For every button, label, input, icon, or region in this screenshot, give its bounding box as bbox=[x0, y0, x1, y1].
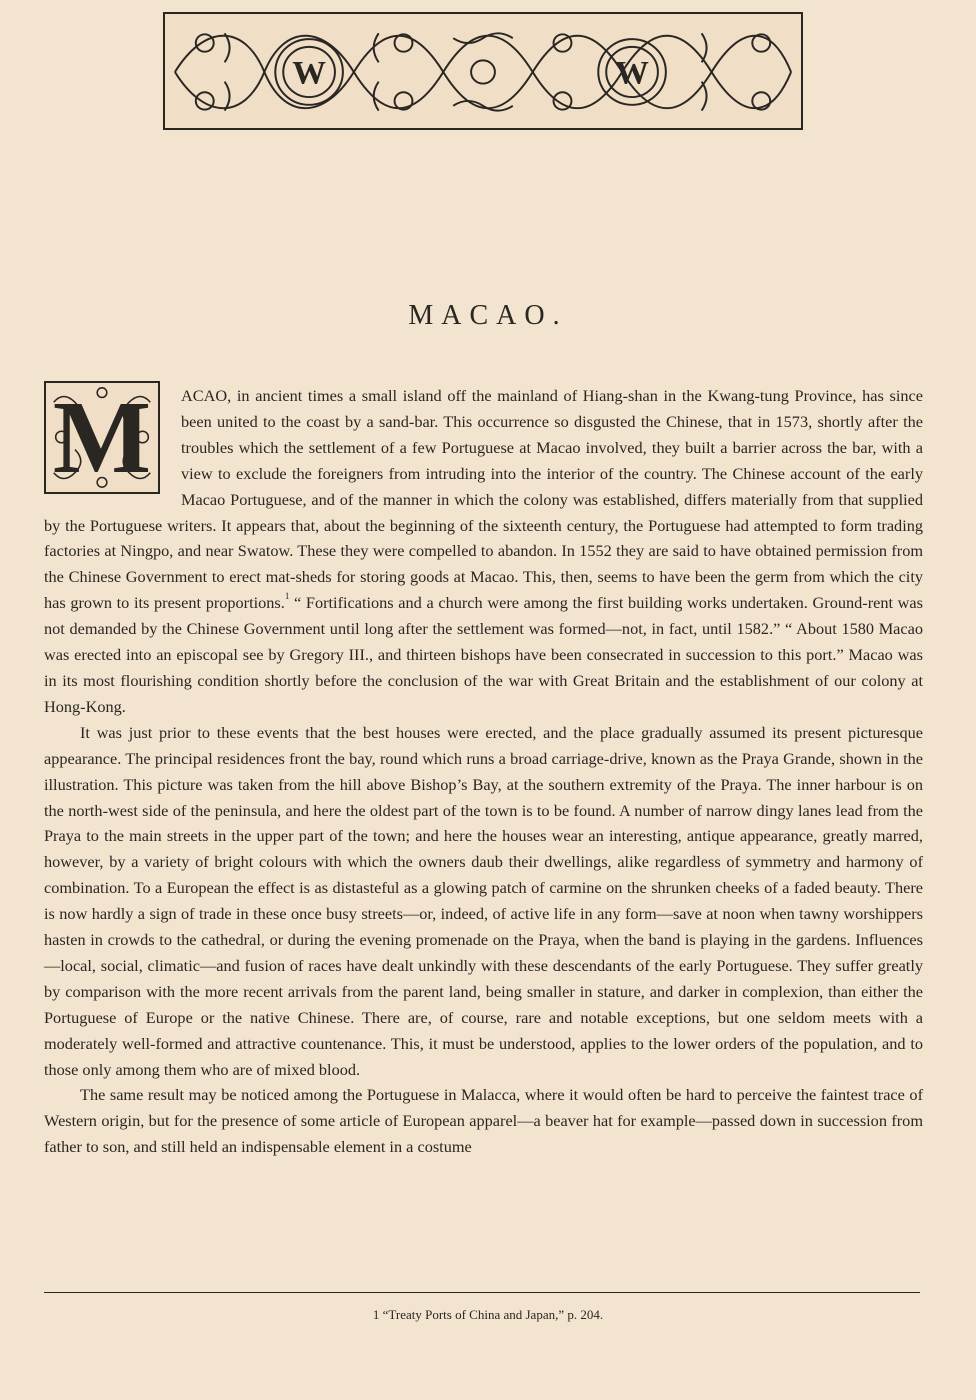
footnote-reference: 1 bbox=[284, 591, 290, 602]
paragraph-3: The same result may be noticed among the Portuguese in Malacca, where it would often be hard to perceive the faintest trace of Western origin, but for the presence of some article of European apparel—a beaver hat for example—passed down in succession from father to son, and still held an indispensable element in a costume bbox=[44, 1085, 923, 1157]
initial-spacer bbox=[44, 379, 181, 508]
monogram-right: W bbox=[615, 54, 649, 92]
monogram-left: W bbox=[292, 54, 326, 92]
footnote-text: “Treaty Ports of China and Japan,” p. 204. bbox=[382, 1307, 604, 1322]
footnote bbox=[0, 1307, 976, 1323]
footnote-rule bbox=[44, 1292, 920, 1293]
paragraph-1-continued: “ Fortifications and a church were among the first building works undertaken. Ground-rent was not demanded by the Chinese Government until long after the settlement was formed—not, in fact, until 1582.” “ About 1580 Macao was erected into an episcopal see by Gregory III., and thirteen bishops have been consecrated in succession to this port.” Macao was in its most flourishing condition shortly before the conclusion of the war with Great Britain and the establishment of our colony at Hong-Kong. bbox=[44, 593, 923, 716]
footnote-marker: 1 bbox=[372, 1307, 380, 1322]
paragraph-1-text: ACAO, in ancient times a small island off the mainland of Hiang-shan in the Kwang-tung Province, has since been united to the coast by a sand-bar. This occurrence so disgusted the Chinese, that in 1573, shortly after the troubles which the settlement of a few Portuguese at Macao involved, they built a barrier across the bar, with a view to exclude the foreigners from intruding into the interior of the country. The Chinese account of the early Macao Portuguese, and of the manner in which the colony was established, differs materially from that supplied by the Portuguese writers. It appears that, about the beginning of the sixteenth century, the Portuguese had attempted to form trading factories at Ningpo, and near Swatow. These they were compelled to abandon. In 1552 they are said to have obtained permission from the Chinese Government to erect mat-sheds for storing goods at Macao. This, then, seems to have been the germ from which the city has grown to its present proportions. bbox=[44, 386, 923, 613]
dropcap-letter: M bbox=[52, 379, 152, 495]
scrollwork-ornament bbox=[165, 14, 801, 128]
page-title: MACAO. bbox=[408, 300, 568, 331]
body-text bbox=[44, 379, 923, 1160]
paragraph-2: It was just prior to these events that the best houses were erected, and the place gradually assumed its present picturesque appearance. The principal residences front the bay, round which runs a broad carriage-drive, known as the Praya Grande, shown in the illustration. This picture was taken from the hill above Bishop’s Bay, at the southern extremity of the Praya. The inner harbour is on the north-west side of the peninsula, and here the oldest part of the town is to be found. A number of narrow dingy lanes lead from the Praya to the main streets in the upper part of the town; and here the houses wear an interesting, antique appearance, greatly marred, however, by a variety of bright colours with which the owners daub their dwellings, alike regardless of symmetry and harmony of combination. To a European the effect is as distasteful as a glowing patch of carmine on the shrunken cheeks of a faded beauty. There is now hardly a sign of trade in these once busy streets—or, indeed, of active life in any form—save at noon when tawny worshippers hasten in crowds to the cathedral, or during the evening promenade on the Praya, when the band is playing in the gardens. Influences—local, social, climatic—and fusion of races have dealt unkindly with these descendants of the early Portuguese. They suffer greatly by comparison with the more recent arrivals from the parent land, being smaller in stature, and darker in complexion, than either the Portuguese of Europe or the native Chinese. There are, of course, rare and notable exceptions, but one seldom meets with a moderately well-formed and attractive countenance. This, it must be understood, applies to the lower orders of the population, and to those only among them who are of mixed blood. bbox=[44, 722, 923, 1079]
ornamental-headpiece bbox=[163, 12, 803, 130]
